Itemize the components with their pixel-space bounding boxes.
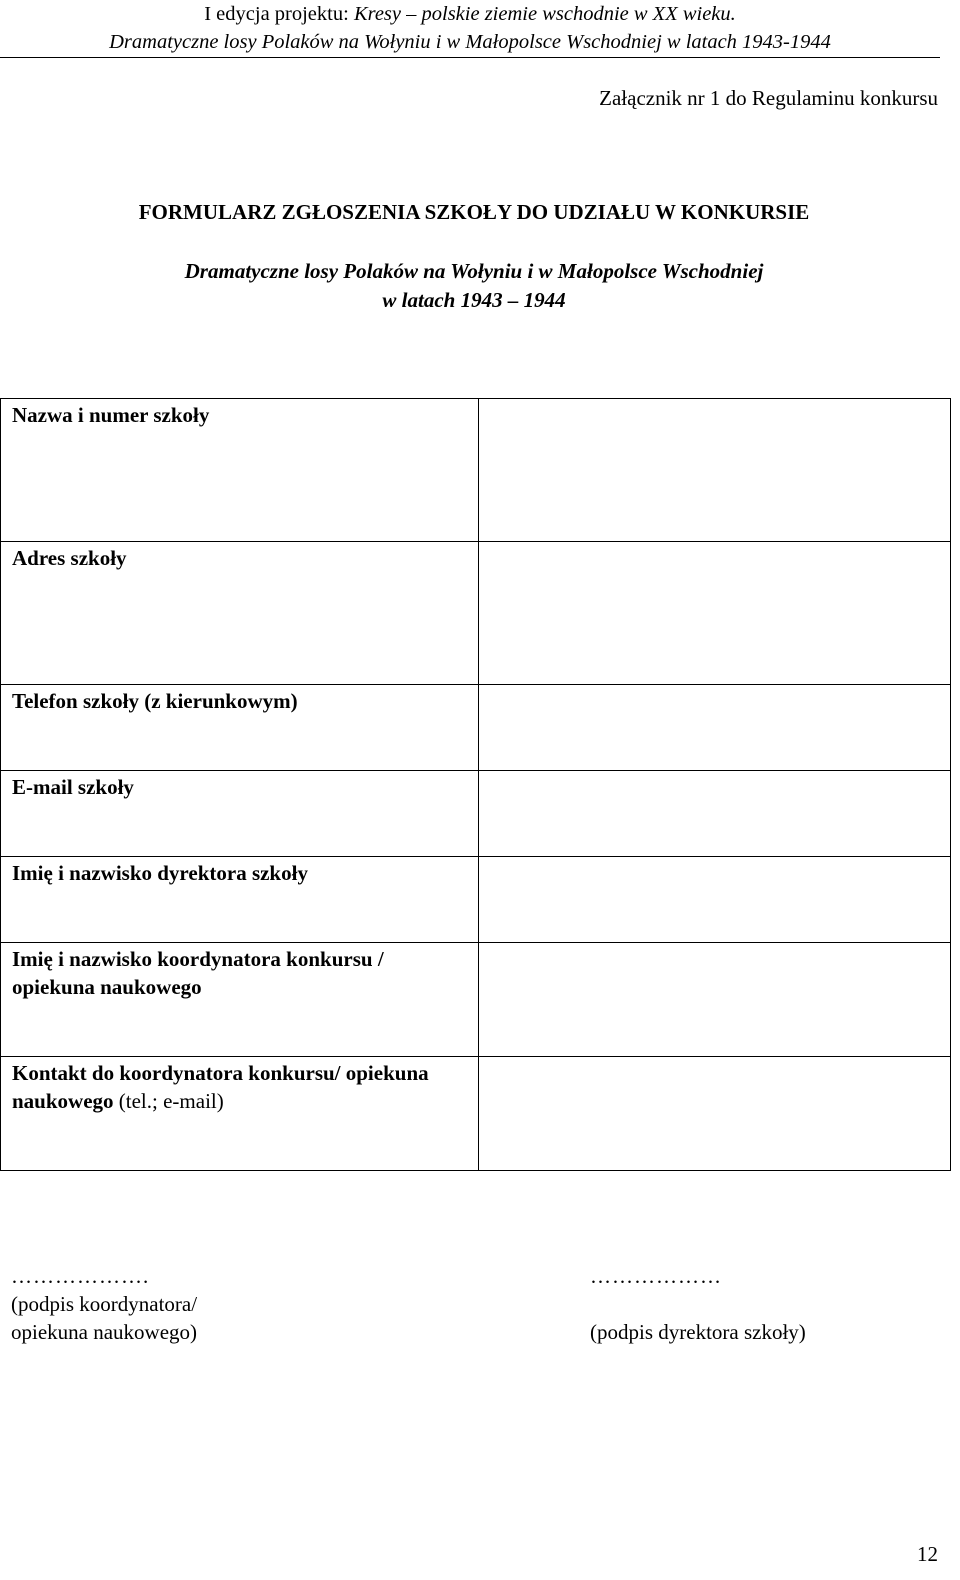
field-school-phone[interactable]	[479, 685, 951, 771]
signature-caption-right: (podpis dyrektora szkoły)	[590, 1320, 806, 1344]
document-header	[0, 0, 940, 58]
field-school-address[interactable]	[479, 542, 951, 685]
label-school-name: Nazwa i numer szkoły	[1, 399, 479, 542]
form-title: FORMULARZ ZGŁOSZENIA SZKOŁY DO UDZIAŁU W KONKURSIE	[138, 200, 810, 224]
label-coordinator-contact-note: (tel.; e-mail)	[113, 1089, 224, 1113]
signature-line-left: ……………….	[11, 1264, 150, 1288]
label-school-address: Adres szkoły	[1, 542, 479, 685]
signature-caption-left-1: (podpis koordynatora/	[11, 1292, 198, 1316]
subtitle-line-1: Dramatyczne losy Polaków na Wołyniu i w Małopolsce Wschodniej	[184, 259, 764, 283]
label-coordinator-contact-bold: Kontakt do koordynatora konkursu/ opiekuna naukowego	[12, 1061, 429, 1113]
label-school-email: E-mail szkoły	[1, 771, 479, 857]
signature-caption-left-2: opiekuna naukowego)	[11, 1320, 198, 1344]
label-coordinator-contact	[1, 1057, 479, 1171]
label-school-phone: Telefon szkoły (z kierunkowym)	[1, 685, 479, 771]
label-coordinator-name: Imię i nazwisko koordynatora konkursu / opiekuna naukowego	[1, 943, 479, 1057]
field-school-name[interactable]	[479, 399, 951, 542]
subtitle-line-2: w latach 1943 – 1944	[382, 288, 566, 312]
annex-label: Załącznik nr 1 do Regulaminu konkursu	[599, 86, 938, 110]
coordinator-signature	[11, 1262, 197, 1346]
header-line-2: Dramatyczne losy Polaków na Wołyniu i w Małopolsce Wschodniej w latach 1943-1944	[109, 31, 831, 53]
form-row-school-address	[1, 542, 951, 685]
signature-line-right: ………………	[590, 1264, 722, 1288]
form-row-coordinator-name	[1, 943, 951, 1057]
form-row-school-email	[1, 771, 951, 857]
application-form-table	[0, 398, 951, 1171]
form-row-coordinator-contact	[1, 1057, 951, 1171]
page-number: 12	[917, 1542, 938, 1566]
header-line-1	[0, 0, 940, 28]
form-subtitle	[0, 257, 948, 315]
header-project-title: Kresy – polskie ziemie wschodnie w XX wieku.	[353, 3, 736, 25]
field-school-email[interactable]	[479, 771, 951, 857]
field-coordinator-name[interactable]	[479, 943, 951, 1057]
form-row-director-name	[1, 857, 951, 943]
form-row-school-name	[1, 399, 951, 542]
field-director-name[interactable]	[479, 857, 951, 943]
field-coordinator-contact[interactable]	[479, 1057, 951, 1171]
form-row-school-phone	[1, 685, 951, 771]
director-signature	[590, 1262, 806, 1346]
label-director-name: Imię i nazwisko dyrektora szkoły	[1, 857, 479, 943]
header-prefix: I edycja projektu:	[204, 3, 354, 25]
